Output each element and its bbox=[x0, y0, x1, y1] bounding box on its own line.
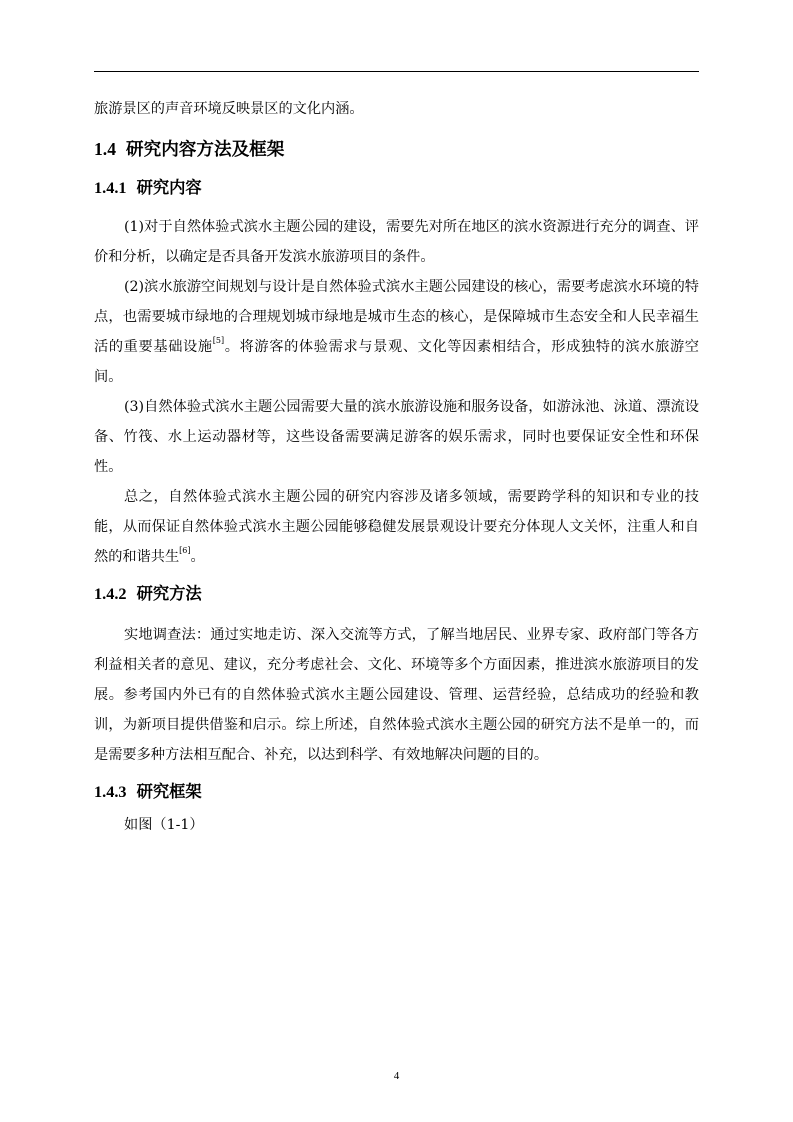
paragraph bbox=[94, 272, 699, 392]
subsection-heading-research-content bbox=[94, 170, 699, 206]
subsection-number: 1.4.2 bbox=[94, 584, 127, 603]
page-number: 4 bbox=[393, 1070, 400, 1082]
paragraph-text: (2)滨水旅游空间规划与设计是自然体验式滨水主题公园建设的核心，需要考虑滨水环境的特点，也需要城市绿地的合理规划城市绿地是城市生态的核心，是保障城市生态安全和人民幸福生活的重要基础设施 bbox=[94, 279, 699, 355]
subsection-title: 研究框架 bbox=[136, 782, 202, 801]
subsection-number: 1.4.3 bbox=[94, 782, 127, 801]
subsection-heading-research-framework bbox=[94, 774, 699, 810]
subsection-title: 研究内容 bbox=[136, 178, 202, 197]
paragraph bbox=[94, 482, 699, 572]
section-number: 1.4 bbox=[94, 139, 116, 159]
paragraph: (1)对于自然体验式滨水主题公园的建设，需要先对所在地区的滨水资源进行充分的调查、评价和分析，以确定是否具备开发滨水旅游项目的条件。 bbox=[94, 219, 699, 265]
paragraph-text: 。将游客的体验需求与景观、文化等因素相结合，形成独特的滨水旅游空间。 bbox=[94, 339, 699, 385]
subsection-title: 研究方法 bbox=[136, 584, 202, 603]
header-rule bbox=[94, 71, 699, 72]
paragraph: (3)自然体验式滨水主题公园需要大量的滨水旅游设施和服务设备，如游泳池、泳道、漂流设备、竹筏、水上运动器材等，这些设备需要满足游客的娱乐需求，同时也要保证安全性和环保性。 bbox=[94, 399, 699, 475]
subsection-number: 1.4.1 bbox=[94, 178, 127, 197]
section-title: 研究内容方法及框架 bbox=[126, 140, 285, 160]
figure-reference: 如图（1-1） bbox=[124, 817, 204, 833]
paragraph-text: 。 bbox=[190, 549, 205, 565]
section-heading bbox=[94, 130, 699, 168]
page-body bbox=[94, 94, 699, 840]
paragraph: 实地调查法：通过实地走访、深入交流等方式，了解当地居民、业界专家、政府部门等各方利益相关者的意见、建议，充分考虑社会、文化、环境等多个方面因素，推进滨水旅游项目的发展。参考国内外已有的自然体验式滨水主题公园建设、管理、运营经验，总结成功的经验和教训，为新项目提供借鉴和启示。综上所述，自然体验式滨水主题公园的研究方法不是单一的，而是需要多种方法相互配合、补充，以达到科学、有效地解决问题的目的。 bbox=[94, 627, 699, 763]
subsection-heading-research-method bbox=[94, 576, 699, 612]
citation: [5] bbox=[212, 336, 225, 346]
paragraph-text: 总之，自然体验式滨水主题公园的研究内容涉及诸多领域，需要跨学科的知识和专业的技能，从而保证自然体验式滨水主题公园能够稳健发展景观设计要充分体现人文关怀，注重人和自然的和谐共生 bbox=[94, 489, 699, 565]
citation: [6] bbox=[179, 546, 191, 556]
carryover-paragraph: 旅游景区的声音环境反映景区的文化内涵。 bbox=[94, 101, 364, 117]
